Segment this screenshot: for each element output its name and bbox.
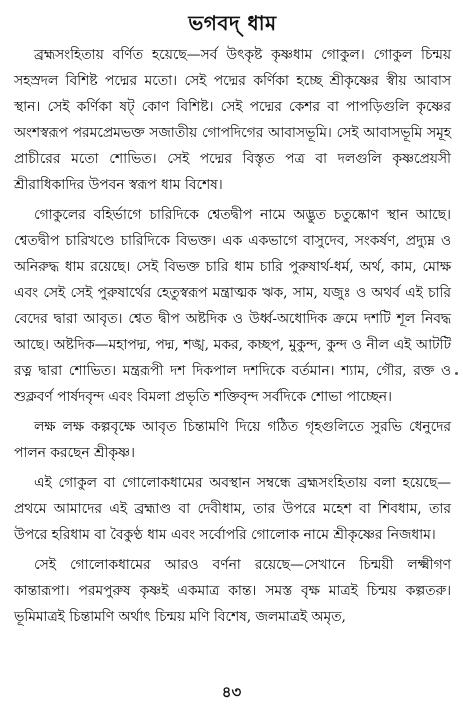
paragraph-goloka-description: সেই গোলোকধামের আরও বর্ণনা রয়েছে—সেখানে চিন্ময়ী লক্ষ্মীগণ কান্তারূপা। পরমপুরুষ কৃষ্ণই একমাত্র কান্ত। সমস্ত বৃক্ষ মাত্রই চিন্ময় কল্পতরু। ভূমিমাত্রই চিন্তামণি অর্থাৎ চিন্ময় মণি বিশেষ, জলমাত্রই অমৃত, (14, 557, 451, 625)
page-title: ভগবদ্‌ ধাম (188, 11, 277, 35)
page-number: ৪৩ (221, 683, 242, 701)
paragraph-goloka-lotus: ব্রহ্মসংহিতায় বর্ণিত হয়েছে—সর্ব উৎকৃষ্ট কৃষ্ণধাম গোকুল। গোকুল চিন্ময় সহস্রদল বিশিষ্ট পদ্মের মতো। সেই পদ্মের কর্ণিকা হচ্ছে শ্রীকৃষ্ণের স্বীয় আবাস স্থান। সেই কর্ণিকা ষট্‌ কোণ বিশিষ্ট। সেই পদ্মের কেশর বা পাপড়িগুলি কৃষ্ণের অংশস্বরূপ পরমপ্রেমভক্ত সজাতীয় গোপদিগের আবাসভূমি। সেই আবাসভূমি সমূহ প্রাচীরের মতো শোভিত। সেই পদ্মের বিস্তৃত পত্র বা দলগুলি কৃষ্ণপ্রেয়সী শ্রীরাধিকাদির উপবন স্বরূপ ধাম বিশেষ। (14, 47, 451, 193)
paragraph-goloka-location: এই গোকুল বা গোলোকধামের অবস্থান সম্বন্ধে ব্রহ্মসংহিতায় বলা হয়েছে—প্রথমে আমাদের এই ব্রহ্মাণ্ড বা দেবীধাম, তার উপরে মহেশ বা শিবধাম, তার উপরে হরিধাম বা বৈকুণ্ঠ ধাম এবং সর্বোপরি গোলোক নামে শ্রীকৃষ্ণের নিজধাম। (14, 475, 451, 543)
paragraph-kalpavriksha: লক্ষ লক্ষ কল্পবৃক্ষে আবৃত চিন্তামণি দিয়ে গঠিত গৃহগুলিতে সুরভি ধেনুদের পালন করছেন শ্রীকৃষ্ণ। (14, 419, 451, 461)
paragraph-shvetadvipa: গোকুলের বহির্ভাগে চারিদিকে শ্বেতদ্বীপ নামে অদ্ভুত চতুষ্কোণ স্থান আছে। শ্বেতদ্বীপ চারিখণ্ডে চারিদিকে বিভক্ত। এক একভাগে বাসুদেব, সংকর্ষণ, প্রদ্যুম্ন ও অনিরুদ্ধ ধাম রয়েছে। সেই বিভক্ত চারি ধাম চারি পুরুষার্থ-ধর্ম, অর্থ, কাম, মোক্ষ এবং সেই সেই পুরুষার্থের হেতুস্বরূপ মন্ত্রাত্মক ঋক, সাম, যজুঃ ও অথর্ব এই চারি বেদের দ্বারা আবৃত। শ্বেত দ্বীপ অষ্টদিক ও উর্ধ্ব-অধোদিক ক্রমে দশটি শূল নিবদ্ধ আছে। অষ্টদিক—মহাপদ্ম, পদ্ম, শঙ্খ, মকর, কচ্ছপ, মুকুন্দ, কুন্দ ও নীল এই আটটি রত্ন দ্বারা শোভিত। মন্ত্ররূপী দশ দিকপাল দশদিকে বর্তমান। শ্যাম, গৌর, রক্ত ও শুক্লবর্ণ পার্ষদবৃন্দ এবং বিমলা প্রভৃতি শক্তিবৃন্দ সর্বদিকে শোভা পাচ্ছেন। (14, 207, 451, 405)
margin-speck (455, 372, 458, 375)
